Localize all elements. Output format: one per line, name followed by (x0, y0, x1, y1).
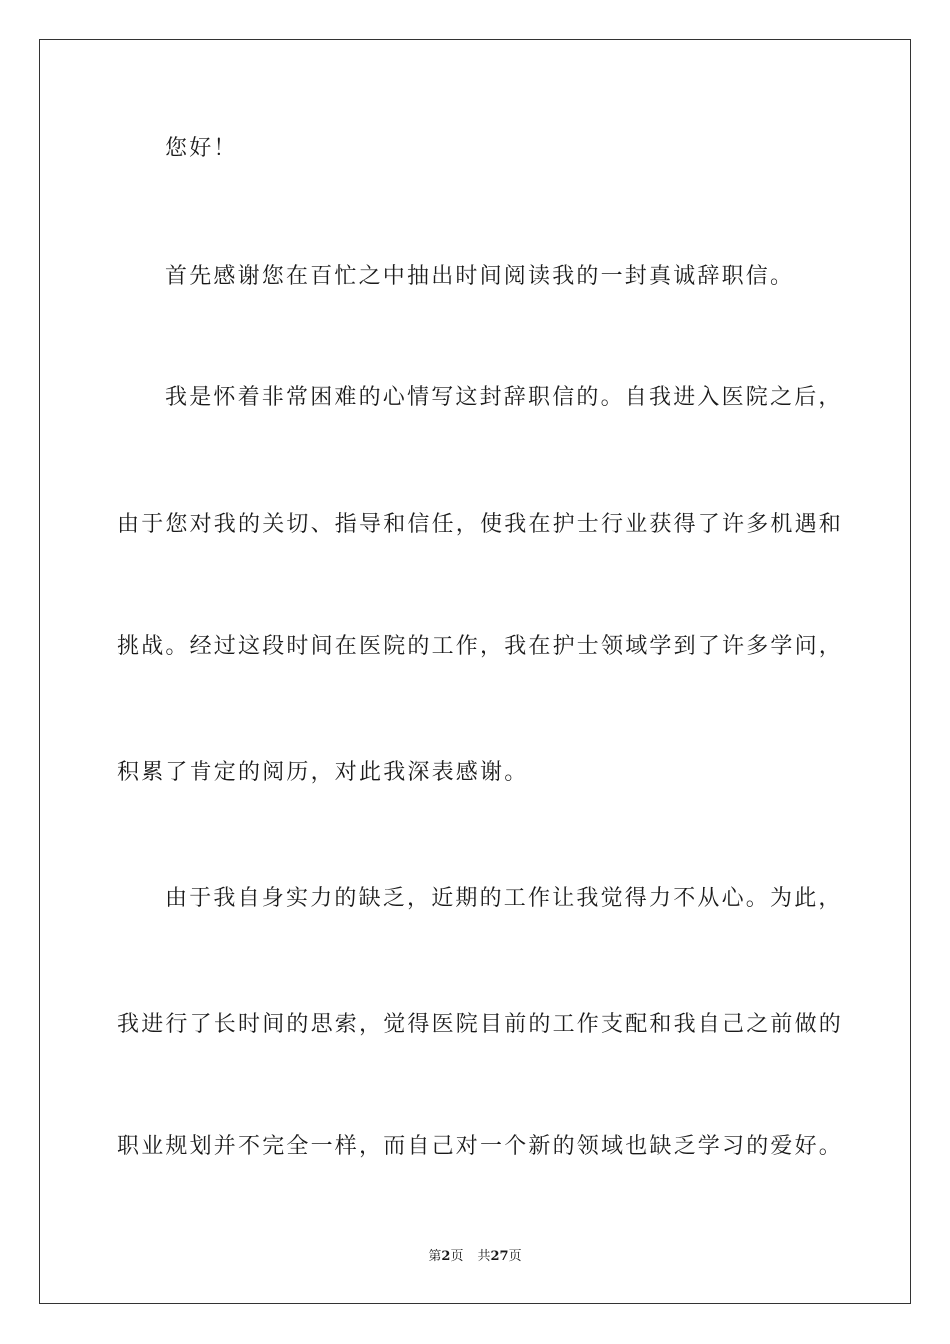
paragraph-line: 由于您对我的关切、指导和信任，使我在护士行业获得了许多机遇和 (117, 512, 844, 537)
total-pages: 27 (490, 1249, 509, 1264)
paragraph-line: 我进行了长时间的思索，觉得医院目前的工作支配和我自己之前做的 (117, 1012, 844, 1037)
paragraph-line: 首先感谢您在百忙之中抽出时间阅读我的一封真诚辞职信。 (165, 264, 795, 289)
paragraph-line: 职业规划并不完全一样，而自己对一个新的领域也缺乏学习的爱好。 (117, 1134, 844, 1159)
paragraph-line: 我是怀着非常困难的心情写这封辞职信的。自我进入医院之后， (165, 385, 843, 410)
page-number: 2 (441, 1249, 451, 1264)
greeting-line: 您好！ (165, 136, 238, 161)
page-border (39, 39, 911, 1304)
total-suffix: 页 (508, 1249, 522, 1264)
paragraph-line: 挑战。经过这段时间在医院的工作，我在护士领域学到了许多学问， (117, 634, 844, 659)
paragraph-line: 积累了肯定的阅历，对此我深表感谢。 (117, 760, 529, 785)
page-suffix: 页 (450, 1249, 464, 1264)
page-prefix: 第 (428, 1249, 442, 1264)
paragraph-line: 由于我自身实力的缺乏，近期的工作让我觉得力不从心。为此， (165, 886, 843, 911)
total-prefix: 共 (477, 1249, 491, 1264)
page-footer (0, 1248, 950, 1266)
